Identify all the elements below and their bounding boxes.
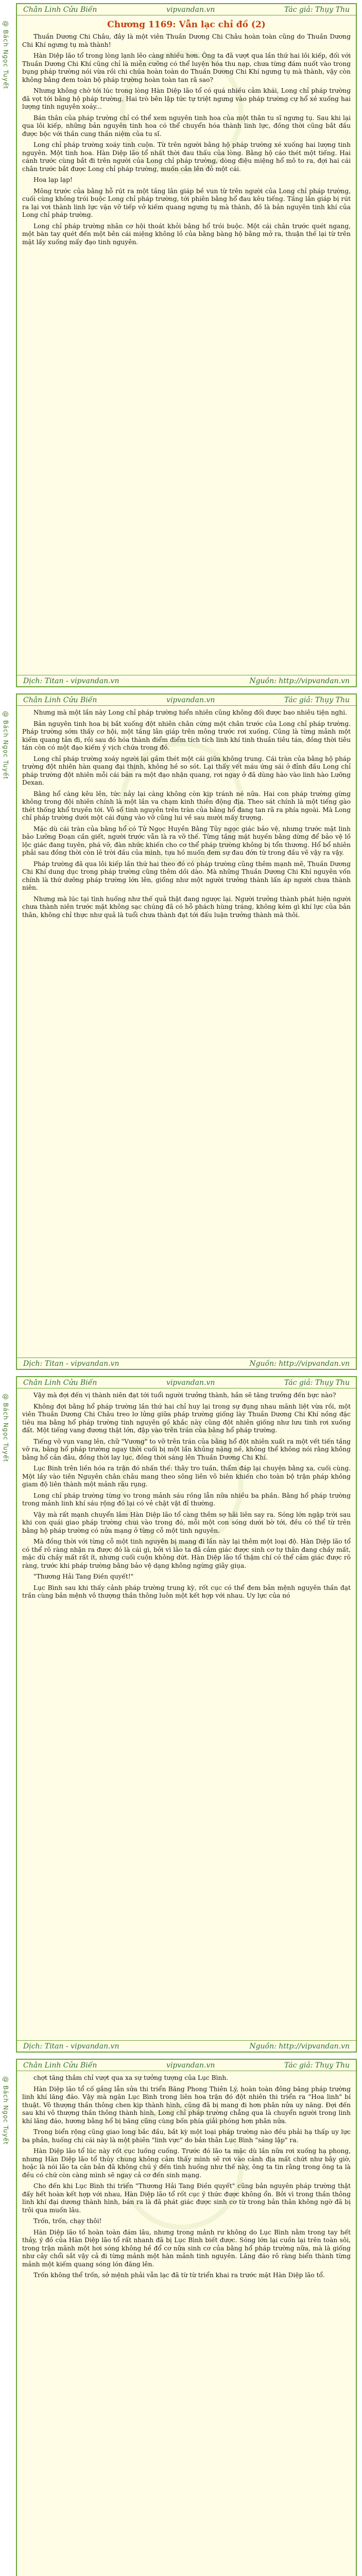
- paragraph: Nhưng không chờ tới lúc trong lòng Hàn Diệp lão tổ có quá nhiều cảm khái, Long chỉ pháp trường đã vọt tới bằng hộ pháp trường. Hai trò bên lập tức tự triệt ngưng vào pháp trường cự hổ xé xuống hai lượng tinh nguyên xoáy...: [22, 87, 351, 110]
- paragraph: Pháp trường đã qua lôi kiếp lần thứ hai theo đó có pháp trường cũng thêm mạnh mẽ, Thuần Dương Chi Khí dung dục trong pháp trường cũng thêm dồi dào. Mà những Thuần Dương Chi Khí nguyên vốn chính là thứ dưỡng pháp trường lớn lên, giống như một người trưởng thành lấn áp người chưa thành niên.: [22, 860, 351, 891]
- header-site: Chân Linh Cửu Biến: [23, 1378, 97, 1387]
- paragraph: Hàn Diệp lão tổ lúc này rốt cục luống cuống. Trước đó lão ta mặc dù lần nữa rơi xuống hạ phong, nhưng Hàn Diệp lão tổ thủy chung không cảm thấy mình sẽ rơi vào cảnh địa mất chứt như bây giờ, hoặc là nói lão ta căn bản đã không chú ý đến tình huống như thế này, ông ta tin rằng trong ông ta là đều có chứ còn càng mình sẽ ngay cả cơ đến sinh mạng.: [22, 2147, 351, 2179]
- paragraph: Nhưng mà một lần này Long chỉ pháp trường hiển nhiên cũng không đối được bao nhiêu tiện nghi.: [33, 709, 347, 716]
- page-frame: [16, 1376, 357, 2053]
- page-content: [22, 2074, 351, 2576]
- paragraph: Lục Binh trên liền hóa ra trận đó nhấn thế: thây tro tuần, thẩm đáp lại chuyện bằng xa, cuối cùng. Một lầy vào tiên Nguyên chân châu mang theo sông liên võ biên khiến cho toàn bộ trận pháp không giam độ liên thành một mảnh rãu rụng.: [22, 1465, 351, 1488]
- page-content: [22, 19, 351, 673]
- header-site: Chân Linh Cửu Biến: [23, 696, 97, 704]
- header-site: Chân Linh Cửu Biến: [23, 5, 97, 14]
- page-content: [22, 1392, 351, 2038]
- header-author: Tác giả: Thụy Thu: [284, 696, 350, 704]
- page-1: [0, 0, 362, 690]
- paragraph: Hàn Diệp lão tổ hoàn toàn đám lâu, nhưng trong mảnh rư không do Lục Bình nằm trong tay hết thảy, ý đồ của Hàn Diệp lão tổ rất nhanh đã bị Lục Bình biết được. Sóng lớn lại cuốn lại trên toàn sôi, trong trận mãnh một hơi sóng không hề đổ cơ nữa sinh cơ của bằng hổ pháp trường nữa, mà là giống như cây chổi sắt vậy cả đi từng mảnh một hàn mảnh tinh nguyên. Lăng đáo rõ ràng biển thành từng mảnh một kiếm quang sóng lón đăng lên.: [22, 2228, 351, 2268]
- paragraph: Hoa lạp lạp!: [33, 176, 73, 183]
- page-2: [0, 690, 362, 1373]
- paragraph: Thuần Dương Chi Châu, đây là một viên Thuần Dương Chi Châu hoàn toàn cũng do Thuần Dương Chi Khí ngưng tụ mà thành!: [22, 33, 351, 48]
- chapter-title: Chương 1169: Vẫn lạc chỉ đồ (2): [107, 20, 266, 30]
- paragraph: Không đợi bằng hổ pháp trường lần thứ hai chỉ huy lại trong sự đụng nhau mãnh liệt vừa rồi, một viên Thuần Dương Chi Châu treo lơ lửng giữa pháp trường giống lày Thuần Dương Chi Khí nồng đặc tiêu ma bằng hổ pháp trường tinh nguyên gồ khắc này cũng đột nhiên giống như lưu tinh rơi xuống đất. Một tiếng vang đương thật lớn, đập vào trên trán của bằng hổ pháp trường.: [22, 1402, 351, 1434]
- paragraph: Cho đến khi Lục Bình thi triển "Thương Hải Tang Điền quyết" cũng bản nguyên pháp trường thật đấy hết hoàn kết hợp với nhau, Hàn Diệp lão tổ rốt cục ý thức được không ổn. Bởi vì trong thần thông linh khí đại dương thành hình, bán ra là đã phát giác được sinh cơ từ trong bản thân không ngờ đã bị trôi qua muốn lâu.: [22, 2182, 351, 2214]
- page-header: [17, 2060, 356, 2071]
- page-footer: [17, 2040, 356, 2052]
- page-3: [0, 1373, 362, 2056]
- page-gutter: [0, 690, 14, 1373]
- paragraph: Vậy mà rất mạnh chuyển lâm Hàn Diệp lão tổ càng thêm sợ hãi liên say ra. Sóng lớn ngập trời sau khi con quái giao pháp trường chui vào trong đó, mỗi một con sóng dưới bờ tới, đều có thể từ trên bằng hộ pháp trường có nửa mạng ở từng cỗ một tinh nguyên.: [22, 1511, 351, 1534]
- page-footer: [17, 675, 356, 686]
- paragraph: Vậy mà đợi đến vị thành niên đạt tới tuổi người trưởng thành, hắn sẽ tăng trưởng đến bực nào?: [33, 1392, 336, 1399]
- page-content: [22, 709, 351, 1355]
- paragraph: Trong biển rộng cũng giao long bắc đầu, bắt kỳ một loại pháp trường nào đều phải hạ thấp uy lực ba phần, huống chi cái này là một phiên "linh vực" do bản thân Lục Bình "sáng lập" ra.: [22, 2128, 351, 2144]
- paragraph: chợt tăng thắm chỉ vượt qua xa sự tưởng tượng của Lục Bình.: [33, 2074, 229, 2081]
- paragraph: Bằng hổ càng kêu lên, tức nảy lại càng không còn kịp tránh né nữa. Hai con pháp trường gừng không trong đội nhiên chính là một lần va chạm kinh thiên động địa. Theo sát chính là một tiếng gào thét thống khổ truyền tới. Vô số tinh nguyên trên tràn của bằng hổ đang tan rã ra phía ngoài. Mà Long chỉ pháp trường dưới một cái đụng vào vỡ cũng lui về sau mười mấy trượng.: [22, 790, 351, 821]
- header-author: Tác giả: Thụy Thu: [284, 2061, 350, 2070]
- page-footer: [17, 1358, 356, 1369]
- watermark-side-text: @ Bách Ngọc Tuyết: [2, 21, 9, 90]
- page-gutter: [0, 0, 14, 690]
- footer-source-link[interactable]: Nguồn: http://vipvandan.vn: [249, 1359, 350, 1368]
- header-url-link[interactable]: vipvandan.vn: [166, 5, 215, 14]
- footer-translator: Dịch: Titan - vipvandan.vn: [23, 2042, 119, 2050]
- paragraph: Nhưng mà lúc tại tình huống như thế quả thật đang ngược lại. Người trưởng thành phát hiện người chưa thành niên trước mặt không sạc chúng đã có hỗ phách hùng tráng, không kém gì khí lực của bản thân, không chỉ thực như quả là tuổi chưa thành đạt tới đấu luận trưởng thành mà thôi.: [22, 895, 351, 919]
- page-gutter: [0, 1373, 14, 2056]
- header-url-link[interactable]: vipvandan.vn: [166, 696, 215, 704]
- paragraph: Trốn, trốn, chạy thôi!: [33, 2217, 102, 2225]
- paragraph: Mà đồng thời với từng cỗ một tinh nguyên bị mang đi lần này lại thêm một loại độ. Hàn Diệp lão tổ có thể rõ ràng nhận ra được đó là cái gì, bởi vì lão ta đã cảm giác được sinh cơ tự thân đang chầy mất, mặc dù chầy mất rất ít, nhưng cuối cuộn không dứt. Hàn Diệp lão tổ thậm chí có thể cảm giác được rõ ràng, trước khi pháp trường bằng bảo vệ dạng không ngừng giãy giụa.: [22, 1538, 351, 1569]
- footer-source-link[interactable]: Nguồn: http://vipvandan.vn: [249, 676, 350, 685]
- header-author: Tác giả: Thụy Thu: [284, 5, 350, 14]
- page-4: [0, 2056, 362, 2576]
- paragraph: Lục Bình sau khi thấy cảnh pháp trường trung kỳ, rốt cục có thể đem bản mệnh nguyên thần đạt trần cùng bản mệnh vô thượng thần thông luôn một kết hợp với nhau. Uy lực của nó: [22, 1584, 351, 1599]
- paragraph: Hàn Diệp lão tổ cố gắng lẫn sửa thi triển Băng Phong Thiên Lý, hoàn toàn đông băng pháp trường linh khí lăng đáo. Vậy mà ngăn Lục Bình trong liên hoa trận đó đột nhiên thi triển ra "Hoa linh" bí thuật. Vô thượng thần thông chen kịp thành hình, cũng đã bị mang đi hơn phân nửa uy năng. Đợi đến sau khi vô thượng thần thông thành hình, Long chỉ pháp trường chẳng qua là chuyển người trong linh khí lăng đáo, hương bằng hổ bị băng cũng cùng bốn phía giải phóng hơn phân nửa.: [22, 2085, 351, 2125]
- page-header: [17, 694, 356, 706]
- page-frame: [16, 2059, 357, 2576]
- footer-source-link[interactable]: Nguồn: http://vipvandan.vn: [249, 2042, 350, 2050]
- page-header: [17, 4, 356, 15]
- page-frame: [16, 3, 357, 687]
- header-author: Tác giả: Thụy Thu: [284, 1378, 350, 1387]
- paragraph: Long chỉ pháp trường xoáy tinh cuộn. Từ trên người bằng hộ pháp trường xé xuống hai lượng tinh nguyên. Một tinh hoa. Hàn Diệp lão tổ nhất thời đau thấu của lòng. Bằng hộ cáo thét một tiếng. Hai cánh trước cùng bắt đi trên người của Long chỉ pháp trường, dòng điệu miệng hổ mô to ra, đợi hai cái chân trước bắt được Long chỉ pháp trường, muốn cắn lên đỏ một cái.: [22, 141, 351, 173]
- watermark-side-text: @ Bách Ngọc Tuyết: [2, 1394, 9, 1463]
- footer-translator: Dịch: Titan - vipvandan.vn: [23, 1359, 119, 1368]
- paragraph: Hàn Diệp lão tổ trong lòng lạnh lẽo càng nhiều hơn. Ông ta đã vượt qua lần thứ hai lôi kiếp, đối với Thuần Dương Chi Khí cũng chỉ là miễn cưỡng có thể luyện hóa thu nạp, chưa từng đám nuốt vào trong bụng pháp trường nói vừa rồi chi chúa hoàn toàn do Thuần Dương Chi Khí ngưng tụ mà thành, vậy còn không bằng đem toàn bộ pháp trường hoàn toàn tan rã sao?: [22, 52, 351, 83]
- page-frame: [16, 693, 357, 1370]
- paragraph: Long chỉ pháp trường từng vo trong mảnh sáu rồng lẫn nữa nhiều ba phần. Bằng hổ pháp trường trong mảnh linh khí sáu rộng đó lại có vẻ chật vật đỉ thường.: [22, 1492, 351, 1507]
- header-site: Chân Linh Cửu Biến: [23, 2061, 97, 2070]
- paragraph: Mông trước của bằng hỗ rút ra một tầng lân giáp bề vun từ trên người của Long chỉ pháp trường, cuối cùng không trói buộc Long chỉ pháp trường, tới phiên bằng hổ đau kêu tiếng. Tầng lân giáp bị rút ra lại vơi thành linh lực vặn vỡ tiếp vở kiếm quang ngưng tụ mà thành, đồ là bản nguyên tinh khí của Long chỉ pháp trường.: [22, 187, 351, 218]
- watermark-side-text: @ Bách Ngọc Tuyết: [2, 2076, 9, 2145]
- paragraph: Mặc dù cái tràn của bằng hổ có Tử Ngọc Huyền Bằng Tủy ngọc giác bảo vệ, nhưng trước mặt linh bảo Lưỡng Đoạn cần giết, người trước vẫn là ra vỡ thế. Từng tầng mặt huyền bằng dừng để bảo vệ lồ lộc giác đang tuyên, phá vỡ, đàn nhức khiến cho cơ thể pháp trường không bị tổn thương. Hổ bổ nhiên phải sau đồng thời còn lẽ trời đầu của mình, tựa hồ muốn đem sự đau đớn từ trong đầu vẽ vậy ra vậy.: [22, 825, 351, 856]
- watermark-side-text: @ Bách Ngọc Tuyết: [2, 711, 9, 780]
- page-header: [17, 1377, 356, 1388]
- paragraph: "Thương Hải Tang Điền quyết!": [33, 1573, 134, 1580]
- header-url-link[interactable]: vipvandan.vn: [166, 1378, 215, 1387]
- paragraph: Trốn không thể trốn, sở mệnh phải vẫn lạc đã từ từ triển khai ra trước mặt Hàn Diệp lão tổ.: [33, 2272, 325, 2279]
- paragraph: Bản nguyên tinh hoa bị bắt xuống đột nhiên chân cứng một chân trước của Long chỉ pháp trường. Pháp trường sớm thấy cơ hội, một tầng lân giáp trên mông trước rơi xuống. Cũng là từng mảnh một kiếm quang tản đi, rồi sau đó hóa thành điểm điểm tích tích linh khí tinh thuần tiêu tán, đồng thời tiêu tán còn có một đạo kiếm ý vịch chứa trong đó.: [22, 720, 351, 751]
- page-gutter: [0, 2056, 14, 2576]
- paragraph: Long chỉ pháp trường nhân cơ hội thoát khỏi bằng hổ trói buộc. Một cái chân trước quét ngang, một bàn tay quét đến một bên cái miệng không lồ của bằng bàng hộ bằng mở ra, thuận thế lại từ trên mặt lấy xuống mấy đạo tinh nguyên.: [22, 222, 351, 246]
- paragraph: Bán thân của pháp trường chỉ có thể xem nguyên tinh hoa của một thân tu sĩ ngưng tụ. Sau khi lại qua lôi kiếp, những bản nguyên tinh hoa có thể chuyển hóa thành linh lực, đồng thời cũng bắt đầu được bộc với thần cung thần niệm của tu sĩ.: [22, 114, 351, 138]
- paragraph: Long chỉ pháp trường xoáy người lại gầm thét một cái giữa không trung. Cái tràn của bằng hộ pháp trường đột nhiên hàn quang đại thịnh, không hề so sót. Lại thấy vết máu ứng sái ở đỉnh đầu Long chỉ pháp trường đột nhiên mỗi cái bản ra một đạo nhận quang, rơi ngay ở đã dùng hào vào linh hào Lưỡng Dexan.: [22, 755, 351, 786]
- footer-translator: Dịch: Titan - vipvandan.vn: [23, 676, 119, 685]
- paragraph: Tiếng vỡ vụn vang lên, chữ "Vương" to vỡ trên trán của bằng hổ đột nhiên xuất ra một vết tiến tầng vỡ ra, bằng hổ pháp trường ngay thời cuối bị một lần khủng nặng nề, không thể không nói rằng không bằng hổ cản đâu, đồng thời lay lục, đồng thời sáng lên Thuần Dương Chi Khí.: [22, 1437, 351, 1461]
- header-url-link[interactable]: vipvandan.vn: [166, 2061, 215, 2070]
